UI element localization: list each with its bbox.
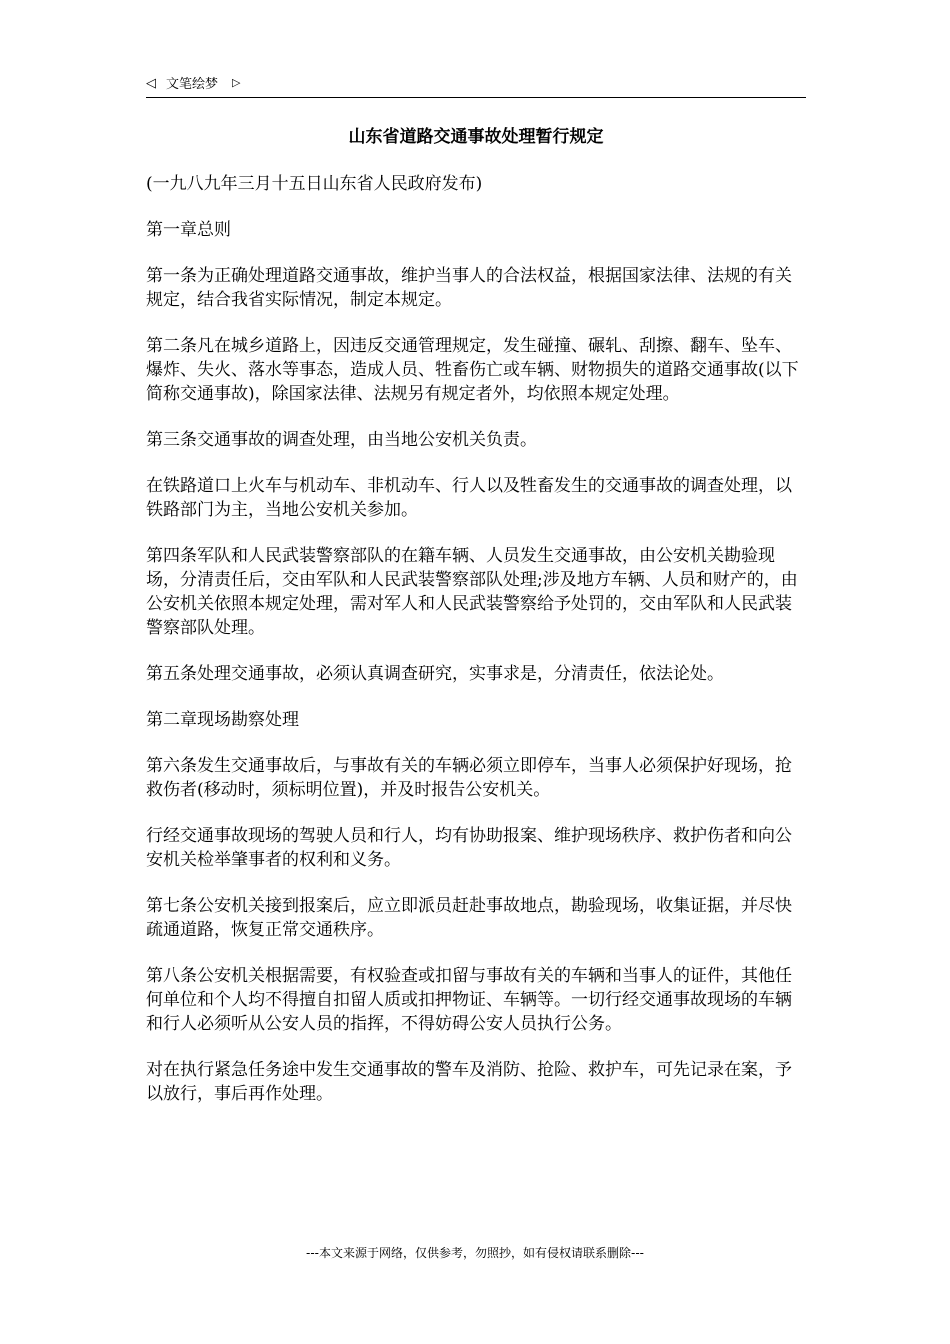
article-paragraph: 第五条处理交通事故，必须认真调查研究，实事求是，分清责任，依法论处。 [146, 664, 724, 684]
right-triangle-icon: ▷ [232, 76, 241, 89]
header-brand: 文笔绘梦 [166, 77, 219, 92]
article-paragraph: 第三条交通事故的调查处理，由当地公安机关负责。 [146, 430, 537, 450]
article-paragraph: 对在执行紧急任务途中发生交通事故的警车及消防、抢险、救护车，可先记录在案，予以放行，事后再作处理。 [146, 1060, 792, 1104]
chapter-heading: 第一章总则 [146, 220, 231, 240]
article-paragraph: 第二条凡在城乡道路上，因违反交通管理规定，发生碰撞、碾轧、刮擦、翻车、坠车、爆炸、失火、落水等事态，造成人员、牲畜伤亡或车辆、财物损失的道路交通事故(以下简称交通事故)，除国家法律、法规另有规定者外，均依照本规定处理。 [146, 336, 799, 404]
publish-note: (一九八九年三月十五日山东省人民政府发布) [146, 174, 483, 194]
left-triangle-icon: ◁ [146, 76, 156, 91]
article-paragraph: 第一条为正确处理道路交通事故，维护当事人的合法权益，根据国家法律、法规的有关规定，结合我省实际情况，制定本规定。 [146, 266, 792, 310]
document-title: 山东省道路交通事故处理暂行规定 [348, 127, 604, 147]
article-paragraph: 第四条军队和人民武装警察部队的在籍车辆、人员发生交通事故，由公安机关勘验现场，分清责任后，交由军队和人民武装警察部队处理;涉及地方车辆、人员和财产的，由公安机关依照本规定处理，需对军人和人民武装警察给予处罚的，交由军队和人民武装警察部队处理。 [146, 546, 798, 638]
footer-disclaimer: ---本文来源于网络，仅供参考，勿照抄，如有侵权请联系删除--- [306, 1246, 644, 1260]
article-paragraph: 第八条公安机关根据需要，有权验查或扣留与事故有关的车辆和当事人的证件，其他任何单位和个人均不得擅自扣留人质或扣押物证、车辆等。一切行经交通事故现场的车辆和行人必须听从公安人员的指挥，不得妨碍公安人员执行公务。 [146, 966, 792, 1034]
article-paragraph: 第七条公安机关接到报案后，应立即派员赶赴事故地点，勘验现场，收集证据，并尽快疏通道路，恢复正常交通秩序。 [146, 896, 792, 940]
chapter-heading: 第二章现场勘察处理 [146, 710, 299, 730]
article-paragraph: 行经交通事故现场的驾驶人员和行人，均有协助报案、维护现场秩序、救护伤者和向公安机关检举肇事者的权利和义务。 [146, 826, 792, 870]
page-header [146, 73, 806, 98]
article-paragraph: 第六条发生交通事故后，与事故有关的车辆必须立即停车，当事人必须保护好现场，抢救伤者(移动时，须标明位置)，并及时报告公安机关。 [146, 756, 792, 800]
document-body [146, 172, 808, 1128]
article-paragraph: 在铁路道口上火车与机动车、非机动车、行人以及牲畜发生的交通事故的调查处理，以铁路部门为主，当地公安机关参加。 [146, 476, 792, 520]
